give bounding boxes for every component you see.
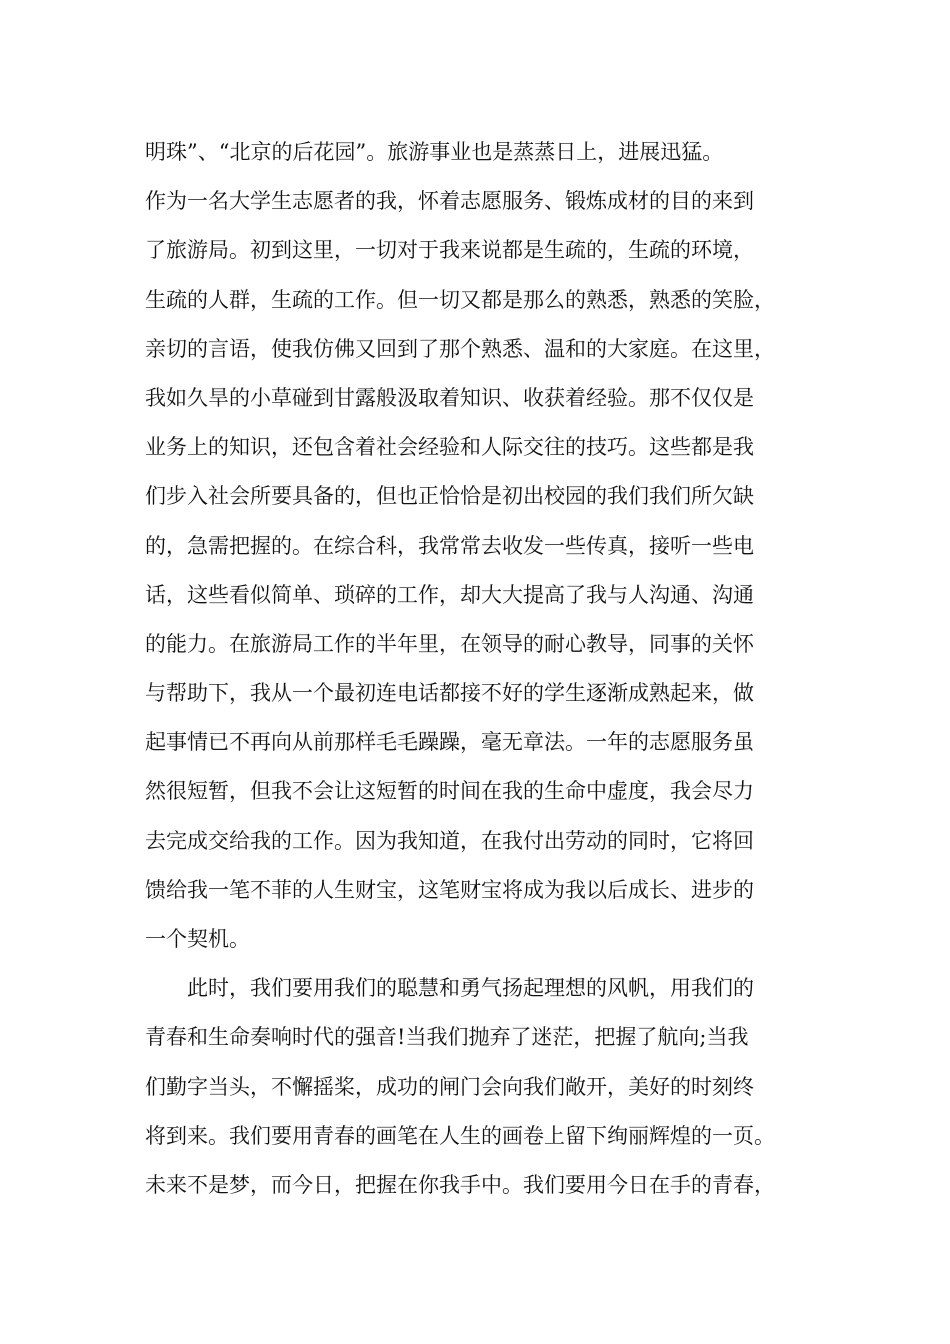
text-line: 去完成交给我的工作。因为我知道，在我付出劳动的同时，它将回 xyxy=(145,828,754,853)
text-line: 然很短暂，但我不会让这短暂的时间在我的生命中虚度，我会尽力 xyxy=(145,779,754,804)
text-line: 的，急需把握的。在综合科，我常常去收发一些传真，接听一些电 xyxy=(145,533,754,558)
paragraph-1 xyxy=(145,128,825,964)
text-line: 起事情已不再向从前那样毛毛躁躁，毫无章法。一年的志愿服务虽 xyxy=(145,730,754,755)
text-line: 馈给我一笔不菲的人生财宝，这笔财宝将成为我以后成长、进步的 xyxy=(145,877,754,902)
text-line: 生疏的人群，生疏的工作。但一切又都是那么的熟悉，熟悉的笑脸， xyxy=(145,287,775,312)
paragraph-2 xyxy=(145,964,825,1210)
text-line: 我如久旱的小草碰到甘露般汲取着知识、收获着经验。那不仅仅是 xyxy=(145,385,754,410)
text-line: 了旅游局。初到这里，一切对于我来说都是生疏的，生疏的环境， xyxy=(145,238,754,263)
text-line: 们勤字当头，不懈摇桨，成功的闸门会向我们敞开，美好的时刻终 xyxy=(145,1074,754,1099)
text-line: 与帮助下，我从一个最初连电话都接不好的学生逐渐成熟起来，做 xyxy=(145,681,754,706)
document-body xyxy=(145,128,825,1210)
text-line: 将到来。我们要用青春的画笔在人生的画卷上留下绚丽辉煌的一页。 xyxy=(145,1123,775,1148)
text-line: 作为一名大学生志愿者的我，怀着志愿服务、锻炼成材的目的来到 xyxy=(145,189,754,214)
text-line: 亲切的言语，使我仿佛又回到了那个熟悉、温和的大家庭。在这里， xyxy=(145,336,775,361)
text-line: 的能力。在旅游局工作的半年里，在领导的耐心教导，同事的关怀 xyxy=(145,631,754,656)
text-line: 青春和生命奏响时代的强音!当我们抛弃了迷茫，把握了航向;当我 xyxy=(145,1025,749,1050)
text-line: 一个契机。 xyxy=(145,927,250,951)
text-line: 未来不是梦，而今日，把握在你我手中。我们要用今日在手的青春， xyxy=(145,1172,775,1197)
text-line: 业务上的知识，还包含着社会经验和人际交往的技巧。这些都是我 xyxy=(145,435,754,460)
text-line: 们步入社会所要具备的，但也正恰恰是初出校园的我们我们所欠缺 xyxy=(145,484,754,509)
text-line-indented: 此时，我们要用我们的聪慧和勇气扬起理想的风帆，用我们的 xyxy=(187,976,754,1001)
text-line: 话，这些看似简单、琐碎的工作，却大大提高了我与人沟通、沟通 xyxy=(145,582,754,607)
text-line: 明珠”、“北京的后花园”。旅游事业也是蒸蒸日上，进展迅猛。 xyxy=(145,140,724,164)
